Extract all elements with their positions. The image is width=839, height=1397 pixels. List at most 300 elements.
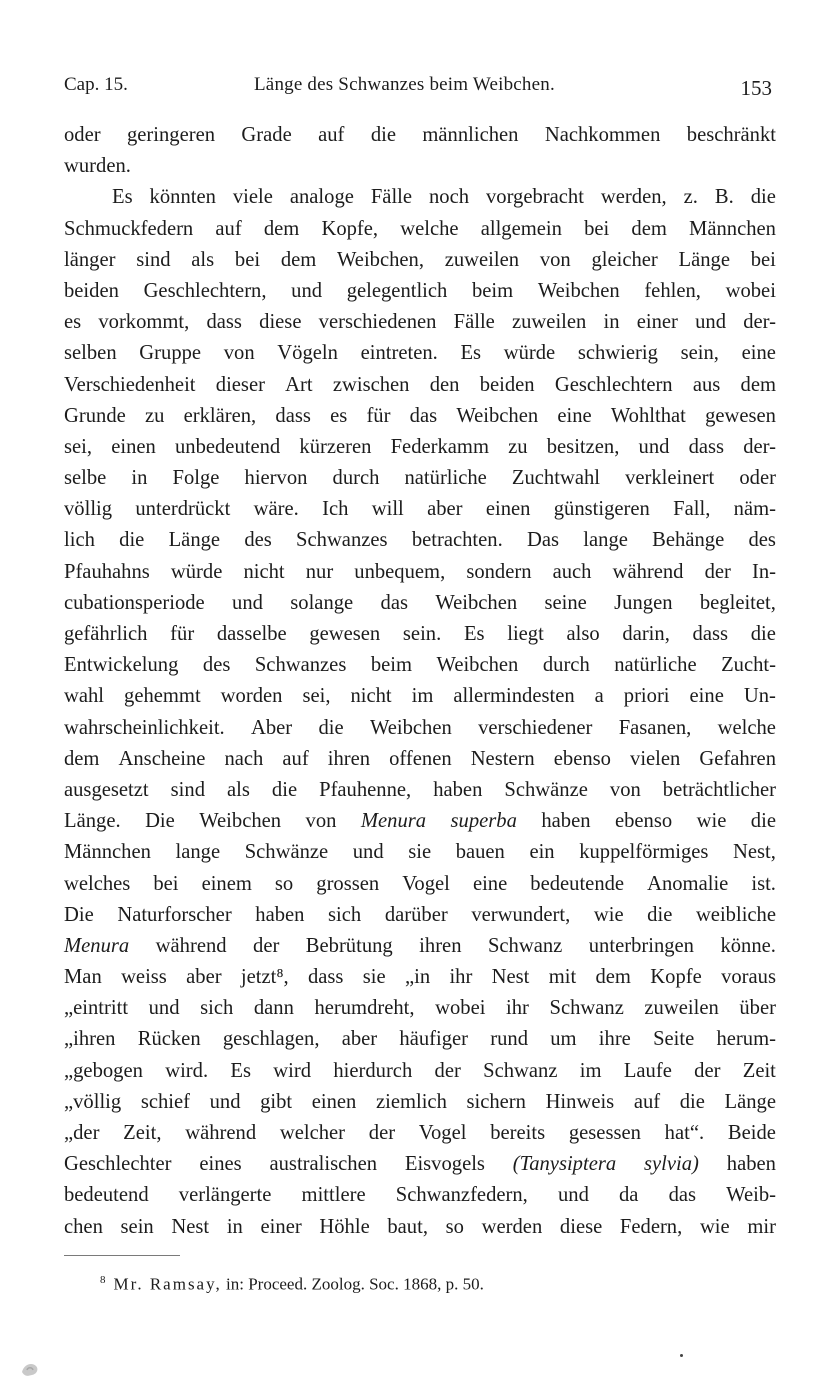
word: welches [64, 872, 131, 895]
word: Fälle [453, 311, 495, 334]
word: Länge [678, 248, 730, 271]
word: haben [433, 778, 483, 801]
word: Menura [360, 810, 427, 833]
word: lich [64, 529, 95, 552]
word: günstigeren [553, 498, 650, 521]
word: völlig [64, 498, 113, 521]
word: sein, [680, 342, 719, 365]
word: ihr [449, 966, 473, 989]
word: gleicher [591, 248, 658, 271]
word: könne. [720, 934, 776, 957]
text-line [64, 681, 776, 712]
text-line [64, 1024, 776, 1055]
word: sondern [466, 560, 532, 583]
word: besitzen, [546, 435, 620, 458]
footnote-author: Mr. Ramsay, [113, 1274, 222, 1294]
word: gefährlich [64, 623, 148, 645]
word: aber [341, 1028, 378, 1051]
word: gelegentlich [346, 279, 448, 302]
word: Pfauhahns [64, 560, 150, 583]
word: „völlig [64, 1090, 122, 1113]
word: einem [201, 872, 252, 895]
word: auf [318, 124, 345, 146]
word: Es [463, 623, 485, 645]
word: Rücken [137, 1028, 201, 1051]
word: so [445, 1215, 464, 1238]
word: lange [175, 841, 221, 864]
word: häufiger [399, 1028, 469, 1051]
word: sichern [466, 1090, 526, 1113]
word: beim [472, 279, 514, 302]
word: a [594, 685, 604, 708]
word: hiervon [244, 467, 308, 490]
word: allermindesten [453, 685, 575, 708]
word: geschlagen, [222, 1028, 320, 1051]
word: Schwanz [549, 997, 624, 1020]
word: selbe [64, 467, 107, 490]
word: selben [64, 342, 117, 365]
word: Nest [491, 966, 530, 989]
word: begleitet, [699, 591, 776, 614]
page-speck [680, 1354, 683, 1357]
word: betrachten. [411, 529, 503, 552]
text-line [64, 713, 776, 744]
word: des [748, 529, 776, 552]
text-line [64, 214, 776, 245]
word: für [170, 623, 195, 645]
chapter-label: Cap. 15. [64, 74, 128, 95]
word: Länge [168, 529, 221, 552]
word: sie [408, 841, 432, 864]
word: einer [260, 1215, 302, 1238]
text-line [64, 463, 776, 494]
word: während [185, 1122, 257, 1144]
text-line [64, 869, 776, 900]
word: länger [64, 248, 116, 271]
word: sind [136, 248, 171, 271]
text-line [64, 307, 776, 338]
word: den [429, 373, 460, 396]
word: beträchtlicher [662, 778, 776, 801]
word: wurden. [64, 155, 131, 178]
word: eintreten. [360, 342, 438, 365]
word: Schwanzes [296, 529, 388, 552]
word: Schwanz [487, 934, 563, 957]
word: Pfauhenne, [319, 778, 412, 801]
word: zuweilen [512, 311, 587, 334]
word: beim [370, 654, 413, 677]
word: im [411, 685, 434, 708]
word: darin, [622, 623, 670, 645]
word: des [244, 529, 272, 552]
text-line [64, 401, 776, 432]
word: einen [485, 498, 531, 521]
library-stamp-icon [18, 1358, 42, 1380]
word: natürliche [614, 654, 697, 677]
word: hierdurch [333, 1059, 413, 1082]
word: Weibchen, [337, 248, 424, 271]
word: von [609, 778, 641, 801]
word: Vögeln [277, 342, 338, 365]
word: in [226, 1215, 243, 1238]
word: wie [696, 810, 727, 833]
word: mit [548, 966, 577, 989]
word: auf [633, 1090, 661, 1113]
word: kürzeren [299, 435, 372, 458]
word: Länge [724, 1090, 776, 1113]
word: welcher [279, 1122, 346, 1144]
word: in [131, 467, 148, 490]
word: ihren [419, 934, 462, 957]
word: offenen [389, 747, 452, 770]
word: natürliche [404, 467, 487, 490]
word: die [750, 810, 776, 833]
word: um [550, 1028, 577, 1051]
page-number: 153 [740, 76, 772, 100]
word: wobei [435, 997, 486, 1020]
text-line [64, 1212, 776, 1243]
text-line [64, 1087, 776, 1118]
text-line [64, 837, 776, 868]
text-line [64, 245, 776, 276]
word: vorkommt, [98, 311, 190, 334]
word: eine [741, 342, 776, 365]
word: welche [400, 217, 459, 240]
text-line [64, 370, 776, 401]
word: Zeit [742, 1059, 776, 1082]
word: viele [232, 186, 273, 209]
word: auf [215, 217, 242, 240]
word: von [223, 342, 255, 365]
word: wahrscheinlichkeit. [64, 716, 225, 739]
word: Schwanzes [254, 654, 347, 677]
word: bereits [490, 1122, 546, 1144]
word: bei [584, 217, 610, 240]
word: Höhle [319, 1215, 370, 1238]
word: z. [683, 186, 698, 209]
word: geringeren [126, 124, 216, 146]
word: männlichen [422, 124, 519, 146]
word: dasselbe [216, 623, 287, 645]
word: wie [593, 903, 624, 926]
word: während [612, 560, 684, 583]
word: Geschlechter [64, 1153, 172, 1176]
word: Jungen [614, 591, 673, 614]
word: und [291, 279, 323, 302]
word: wird. [165, 1059, 209, 1082]
word: zu [508, 435, 528, 458]
word: Es [460, 342, 482, 365]
word: sei, [302, 685, 331, 708]
word: eines [199, 1153, 242, 1176]
text-line [64, 806, 776, 837]
word: Es [230, 1059, 251, 1082]
word: Zucht- [721, 654, 776, 677]
word: die [679, 1090, 705, 1113]
footnote-reference: in: Proceed. Zoolog. Soc. 1868, p. 50. [226, 1274, 484, 1294]
word: ihr [506, 997, 529, 1020]
word: Es [112, 186, 133, 209]
word: herum- [716, 1028, 776, 1051]
text-line [64, 276, 776, 307]
word: Beide [727, 1122, 776, 1144]
word: Fälle [370, 186, 413, 209]
word: Das [526, 529, 560, 552]
word: dass [692, 623, 729, 645]
word: „eintritt [64, 997, 129, 1020]
text-line [64, 744, 776, 775]
word: nicht [350, 685, 392, 708]
word: Nest, [733, 841, 776, 864]
word: mittlere [301, 1184, 366, 1207]
word: will [371, 498, 404, 521]
word: Grade [241, 124, 292, 146]
word: und [695, 311, 726, 334]
word: ausgesetzt [64, 778, 149, 801]
word: Schwänze [504, 778, 588, 801]
word: der [253, 934, 280, 957]
word: noch [428, 186, 470, 209]
word: bauen [455, 841, 505, 864]
text-line [64, 619, 776, 650]
word: „in [404, 966, 431, 989]
word: die [750, 623, 776, 645]
word: werden [481, 1215, 543, 1238]
word: Kopfe [650, 966, 702, 989]
word: Die [64, 903, 94, 926]
word: durch [332, 467, 380, 490]
word: wird [273, 1059, 312, 1082]
word: Verschiedenheit [64, 373, 196, 396]
word: ziemlich [375, 1090, 447, 1113]
word: hat“. [664, 1122, 705, 1144]
word: Eisvogels [404, 1153, 485, 1176]
word: Art [285, 373, 313, 396]
word: Weibchen [199, 810, 282, 833]
word: (Tanysiptera [512, 1153, 617, 1176]
word: beiden [479, 373, 535, 396]
word: vorgebracht [485, 186, 584, 209]
word: bei [234, 248, 261, 271]
word: schief [140, 1090, 190, 1113]
word: bei [153, 872, 179, 895]
word: für [366, 404, 391, 427]
word: von [539, 248, 571, 271]
word: Wohlthat [610, 404, 686, 427]
word: vielen [630, 747, 681, 770]
word: Schwanzfedern, [395, 1184, 528, 1207]
word: bedeutend [64, 1184, 149, 1207]
footnote-divider [64, 1255, 180, 1256]
word: oder [739, 467, 776, 490]
word: dem [263, 217, 300, 240]
word: die [370, 124, 396, 146]
word: haben [726, 1153, 776, 1176]
word: verlängerte [178, 1184, 272, 1207]
word: Behänge [652, 529, 725, 552]
word: sind [170, 778, 205, 801]
word: sein. [402, 623, 442, 645]
text-line [64, 962, 776, 993]
word: das [668, 1184, 697, 1207]
word: während [155, 934, 227, 957]
text-line [64, 993, 776, 1024]
word: würde [503, 342, 556, 365]
word: sei, [64, 435, 93, 458]
word: haben [255, 903, 305, 926]
word: grossen [316, 872, 380, 895]
word: einen [311, 1090, 357, 1113]
word: nach [224, 747, 264, 770]
word: ist. [751, 872, 776, 895]
word: Nachkommen [544, 124, 661, 146]
text-line [64, 775, 776, 806]
word: Federkamm [390, 435, 489, 458]
word: und [148, 997, 180, 1020]
text-line [64, 650, 776, 681]
word: der [368, 1122, 396, 1144]
word: chen [64, 1215, 103, 1238]
word: herumdreht, [314, 997, 415, 1020]
word: und [232, 591, 263, 614]
word: die [318, 716, 344, 739]
running-head [64, 72, 774, 104]
word: sich [200, 997, 234, 1020]
word: es [64, 311, 82, 334]
word: beiden [64, 279, 119, 302]
word: durch [542, 654, 590, 677]
word: solange [290, 591, 354, 614]
word: Federn, [619, 1215, 683, 1238]
word: Männchen [689, 217, 776, 240]
word: gewesen [705, 404, 776, 427]
word: werden, [600, 186, 667, 209]
text-line [64, 182, 776, 213]
word: der [434, 1059, 461, 1082]
word: dass [307, 966, 344, 989]
word: eine [557, 404, 592, 427]
word: beschränkt [686, 124, 776, 146]
word: dem [280, 248, 317, 271]
text-line [64, 1118, 776, 1149]
text-line [64, 338, 776, 369]
word: allgemein [480, 217, 562, 240]
word: Hinweis [545, 1090, 615, 1113]
text-line [64, 557, 776, 588]
word: diese [259, 311, 302, 334]
word: und [209, 1090, 241, 1113]
word: Vogel [418, 1122, 467, 1144]
word: oder [64, 124, 101, 146]
word: als [191, 248, 215, 271]
word: superba [450, 810, 517, 833]
text-line [64, 931, 776, 962]
footnote-marker: 8 [100, 1274, 106, 1286]
word: verschiedenen [318, 311, 437, 334]
word: Die [145, 810, 175, 833]
word: könnten [149, 186, 216, 209]
word: priori [623, 685, 670, 708]
word: als [227, 778, 250, 801]
word: dieser [215, 373, 265, 396]
word: unterdrückt [135, 498, 231, 521]
word: der [694, 1059, 721, 1082]
word: aus [692, 373, 721, 396]
word: Weibchen [436, 654, 519, 677]
word: und [557, 1184, 589, 1207]
word: Anomalie [647, 872, 729, 895]
word: ihren [327, 747, 371, 770]
word: ebenso [553, 747, 611, 770]
text-line [64, 588, 776, 619]
word: dass [206, 311, 242, 334]
word: weibliche [695, 903, 776, 926]
word: Bebrütung [305, 934, 393, 957]
word: Fall, [673, 498, 711, 521]
word: gewesen [309, 623, 381, 645]
word: Nestern [470, 747, 535, 770]
word: es [330, 404, 348, 427]
word: dem [64, 747, 100, 770]
word: zuweilen [444, 248, 520, 271]
text-line [64, 432, 776, 463]
text-line [64, 120, 776, 151]
word: einer [636, 311, 678, 334]
word: unbequem, [354, 560, 446, 583]
word: gesessen [568, 1122, 641, 1144]
word: „gebogen [64, 1059, 143, 1082]
word: der- [743, 435, 776, 458]
word: Weibchen [537, 279, 620, 302]
word: eine [689, 685, 724, 708]
text-line [64, 1180, 776, 1211]
word: Vogel [402, 872, 450, 895]
word: Weib- [726, 1184, 776, 1207]
word: wie [699, 1215, 730, 1238]
word: sein [120, 1215, 154, 1238]
word: Ich [322, 498, 349, 521]
word: mir [747, 1215, 776, 1238]
word: analoge [289, 186, 354, 209]
word: Weibchen [369, 716, 452, 739]
word: Folge [172, 467, 220, 490]
word: Geschlechtern [554, 373, 673, 396]
text-line [64, 1149, 776, 1180]
word: verschiedener [478, 716, 593, 739]
word: darüber [384, 903, 448, 926]
word: Geschlechtern, [143, 279, 267, 302]
word: Schwänze [244, 841, 329, 864]
word: die [647, 903, 673, 926]
word: Gruppe [139, 342, 202, 365]
word: Schwanz [483, 1059, 558, 1082]
word: gehemmt [124, 685, 201, 708]
word: und [638, 435, 670, 458]
word: B. [714, 186, 734, 209]
word: jetzt⁸, [240, 966, 289, 989]
word: dass [275, 404, 311, 427]
word: in [603, 311, 620, 334]
word: Aber [251, 716, 293, 739]
word: näm- [733, 498, 776, 521]
word: über [739, 997, 776, 1020]
word: rund [490, 1028, 528, 1051]
word: und [352, 841, 384, 864]
word: des [202, 654, 231, 677]
word: diese [559, 1215, 603, 1238]
word: „der [64, 1122, 100, 1144]
word: unbedeutend [174, 435, 281, 458]
